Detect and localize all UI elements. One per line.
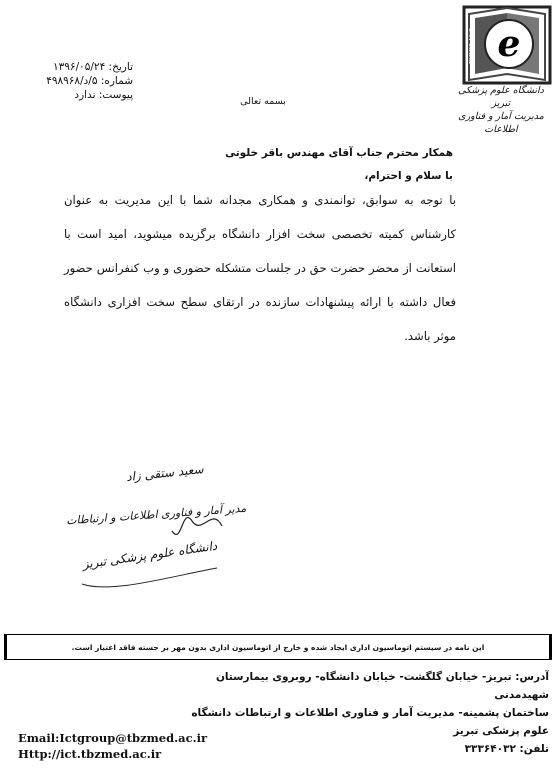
letter-number: شماره: ۵/د/۴۹۸۹۶۸ [46, 75, 133, 87]
address-line-1: آدرس: تبریز- خیابان گلگشت- خیابان دانشگاه- روبروی بیمارستان شهیدمدنی [215, 671, 549, 701]
logo-caption-university: دانشگاه علوم پزشکی تبریز [458, 85, 544, 109]
letter-body: با توجه به سوابق، توانمندی و همکاری مجدانه شما با این مدیریت به عنوان کارشناس کمیته تخصصی سخت افزار دانشگاه برگزیده میشوید، امید است با استعانت از محضر حضرت حق در جلسات متشکله حضوری و وب کنفرانس حضور فعال داشته با ارائه پیشنهادات سازنده در ارتقای سطح سخت افزاری دانشگاه موثر باشد. [64, 193, 456, 343]
greeting-line: با سلام و احترام، [364, 170, 453, 182]
automation-notice: این نامه در سیستم اتوماسیون اداری ایجاد شده و خارج از اتوماسیون اداری بدون مهر بر جسته فاقد اعتبار است. [4, 634, 552, 660]
svg-text:TBZMED.AC.IR: TBZMED.AC.IR [469, 27, 475, 64]
website-link[interactable]: Http://ict.tbzmed.ac.ir [18, 747, 162, 761]
footer-address [169, 668, 549, 758]
signature-university: دانشگاه علوم پزشکی تبریز [81, 538, 219, 572]
signature-name: سعید ستقی زاد [125, 461, 205, 485]
logo-caption-department: مدیریت آمار و فناوری اطلاعات [458, 111, 544, 135]
footer-contact [18, 730, 207, 762]
address-line-2: ساختمان پشمینه- مدیریت آمار و فناوری اطلاعات و ارتباطات دانشگاه علوم پزشکی تبریز [191, 707, 549, 737]
phone-line: تلفن: ۳۳۳۶۴۰۳۲ [464, 743, 549, 755]
signature [52, 461, 252, 596]
svg-text:e: e [497, 23, 521, 65]
salutation [225, 142, 453, 188]
signature-stroke-icon [52, 466, 252, 596]
email-link[interactable]: Email:Ictgroup@tbzmed.ac.ir [18, 731, 208, 745]
letter-meta [33, 60, 133, 102]
besmeh-heading: بسمه تعالی [240, 96, 286, 107]
letter-attachment: پیوست: ندارد [74, 89, 133, 101]
logo-caption [451, 84, 551, 136]
signature-title: مدیر آمار و فناوری اطلاعات و ارتباطات [65, 501, 247, 528]
logo-emblem-icon [461, 4, 553, 88]
letter-date: تاریخ: ۱۳۹۶/۰۵/۲۴ [53, 61, 133, 73]
recipient-line: همکار محترم جناب آقای مهندس باقر خلوتی [225, 147, 453, 159]
